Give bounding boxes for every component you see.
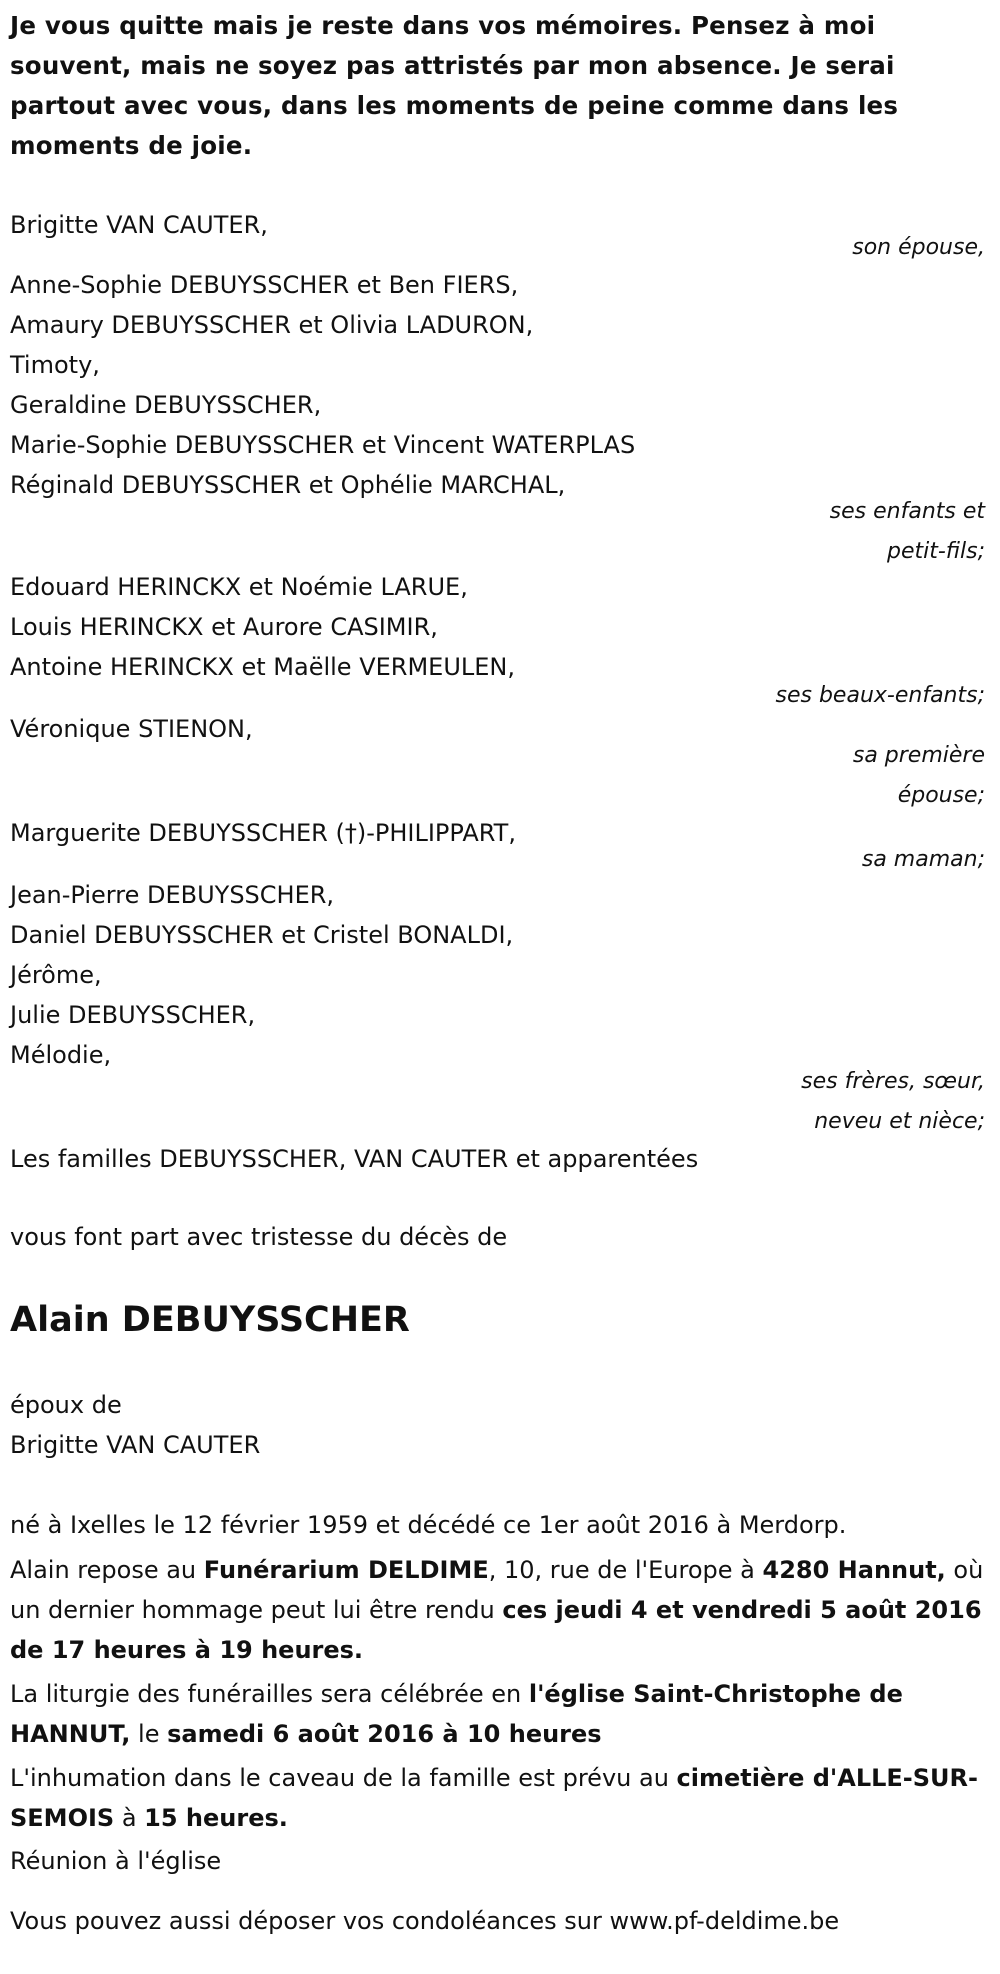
child-entry: Timoty,	[10, 351, 100, 379]
funeral-home-paragraph: Alain repose au Funérarium DELDIME, 10, rue de l'Europe à 4280 Hannut, où un dernier hommage peut lui être rendu ces jeudi 4 et vendredi 5 août 2016 de 17 heures à 19 heures.	[10, 1556, 984, 1664]
siblings-role: ses frères, sœur,	[801, 1069, 985, 1094]
spouse-of-label: époux de	[10, 1391, 122, 1419]
obituary-notice	[10, 0, 985, 1974]
condolences-text: Vous pouvez aussi déposer vos condoléances sur www.pf-deldime.be	[10, 1907, 840, 1935]
spouse-role: son épouse,	[852, 235, 985, 260]
child-entry: Amaury DEBUYSSCHER et Olivia LADURON,	[10, 311, 534, 339]
memorial-quote: Je vous quitte mais je reste dans vos mémoires. Pensez à moi souvent, mais ne soyez pas attristés par mon absence. Je serai partout avec vous, dans les moments de peine comme dans les moments de joie.	[10, 11, 899, 160]
siblings-role: neveu et nièce;	[814, 1109, 985, 1134]
liturgy-paragraph: La liturgie des funérailles sera célébrée en l'église Saint-Christophe de HANNUT, le samedi 6 août 2016 à 10 heures	[10, 1680, 903, 1748]
sibling-entry: Daniel DEBUYSSCHER et Cristel BONALDI,	[10, 921, 514, 949]
mother-role: sa maman;	[861, 847, 985, 872]
child-entry: Marie-Sophie DEBUYSSCHER et Vincent WATERPLAS	[10, 431, 636, 459]
child-entry: Geraldine DEBUYSSCHER,	[10, 391, 322, 419]
stepchild-entry: Edouard HERINCKX et Noémie LARUE,	[10, 573, 468, 601]
sibling-entry: Jérôme,	[10, 961, 102, 989]
child-entry: Anne-Sophie DEBUYSSCHER et Ben FIERS,	[10, 271, 519, 299]
sibling-entry: Julie DEBUYSSCHER,	[10, 1001, 256, 1029]
announcement-text: vous font part avec tristesse du décès de	[10, 1223, 508, 1251]
sibling-entry: Mélodie,	[10, 1041, 112, 1069]
birth-death-text: né à Ixelles le 12 février 1959 et décédé ce 1er août 2016 à Merdorp.	[10, 1511, 847, 1539]
children-role: petit-fils;	[886, 539, 985, 564]
first-wife-name: Véronique STIENON,	[10, 715, 253, 743]
stepchildren-role: ses beaux-enfants;	[775, 683, 985, 708]
spouse-of-name: Brigitte VAN CAUTER	[10, 1431, 261, 1459]
spouse-name: Brigitte VAN CAUTER,	[10, 211, 268, 239]
families-line: Les familles DEBUYSSCHER, VAN CAUTER et apparentées	[10, 1145, 699, 1173]
deceased-name: Alain DEBUYSSCHER	[10, 1300, 410, 1340]
first-wife-role: sa première	[852, 743, 985, 768]
child-entry: Réginald DEBUYSSCHER et Ophélie MARCHAL,	[10, 471, 566, 499]
reunion-text: Réunion à l'église	[10, 1847, 222, 1875]
burial-paragraph: L'inhumation dans le caveau de la famille est prévu au cimetière d'ALLE-SUR-SEMOIS à 15 heures.	[10, 1764, 978, 1832]
stepchild-entry: Louis HERINCKX et Aurore CASIMIR,	[10, 613, 438, 641]
mother-name: Marguerite DEBUYSSCHER (†)-PHILIPPART,	[10, 819, 516, 847]
stepchild-entry: Antoine HERINCKX et Maëlle VERMEULEN,	[10, 653, 516, 681]
first-wife-role: épouse;	[897, 783, 985, 808]
sibling-entry: Jean-Pierre DEBUYSSCHER,	[10, 881, 335, 909]
children-role: ses enfants et	[829, 499, 985, 524]
